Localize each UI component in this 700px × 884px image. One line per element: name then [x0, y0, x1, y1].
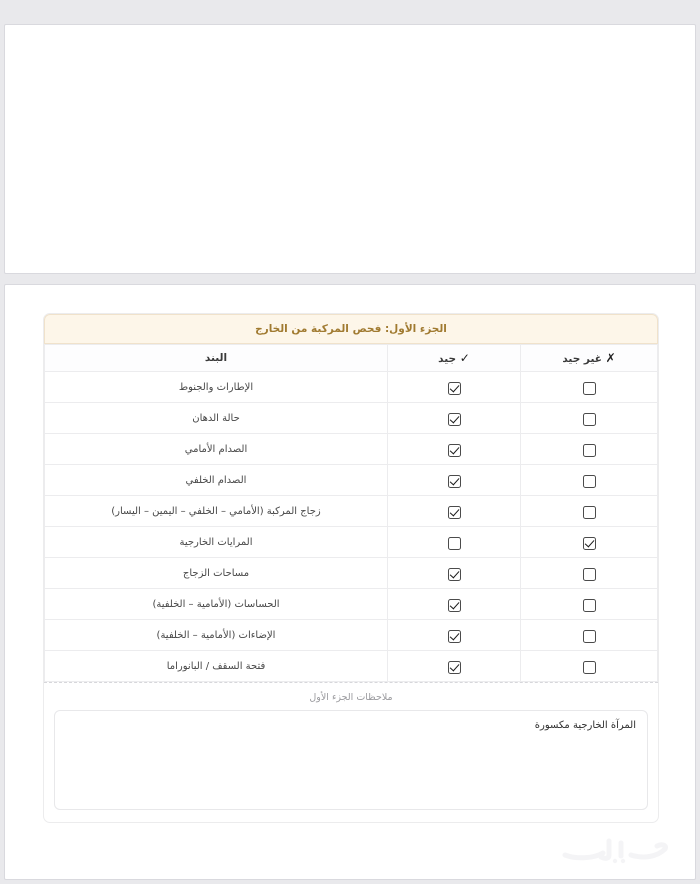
cell-good[interactable]	[388, 620, 521, 651]
table-row	[45, 434, 658, 465]
cell-good[interactable]	[388, 465, 521, 496]
cell-bad[interactable]	[521, 403, 658, 434]
checkbox-good[interactable]	[448, 661, 461, 674]
checkbox-good[interactable]	[448, 475, 461, 488]
cell-bad[interactable]	[521, 496, 658, 527]
cell-item-label: الإضاءات (الأمامية – الخلفية)	[45, 620, 388, 651]
table-row	[45, 496, 658, 527]
column-header-bad-label: غير جيد	[562, 353, 602, 365]
section-banner	[44, 314, 658, 344]
cell-bad[interactable]	[521, 465, 658, 496]
checkbox-bad[interactable]	[583, 630, 596, 643]
checkbox-good[interactable]	[448, 630, 461, 643]
cell-good[interactable]	[388, 589, 521, 620]
column-header-good	[388, 345, 521, 372]
checkbox-bad[interactable]	[583, 599, 596, 612]
checkbox-bad[interactable]	[583, 568, 596, 581]
table-row	[45, 558, 658, 589]
cross-icon: ✗	[605, 351, 616, 365]
cell-good[interactable]	[388, 496, 521, 527]
section-title: الجزء الأول: فحص المركبة من الخارج	[255, 323, 447, 335]
table-row	[45, 372, 658, 403]
table-header-row	[45, 345, 658, 372]
cell-item-label: الصدام الأمامي	[45, 434, 388, 465]
main-panel	[4, 284, 696, 880]
cell-item-label: فتحة السقف / البانوراما	[45, 651, 388, 682]
checkbox-bad[interactable]	[583, 661, 596, 674]
column-header-item: البند	[45, 345, 388, 372]
checkbox-good[interactable]	[448, 568, 461, 581]
cell-bad[interactable]	[521, 620, 658, 651]
table-head	[45, 345, 658, 372]
cell-bad[interactable]	[521, 372, 658, 403]
cell-item-label: المرايات الخارجية	[45, 527, 388, 558]
checkbox-bad[interactable]	[583, 475, 596, 488]
table-body	[45, 372, 658, 682]
cell-item-label: زجاج المركبة (الأمامي – الخلفي – اليمين – اليسار)	[45, 496, 388, 527]
cell-good[interactable]	[388, 651, 521, 682]
table-row	[45, 465, 658, 496]
checkbox-good[interactable]	[448, 413, 461, 426]
inspection-card	[43, 313, 659, 823]
cell-good[interactable]	[388, 403, 521, 434]
checkbox-good[interactable]	[448, 506, 461, 519]
checkbox-bad[interactable]	[583, 537, 596, 550]
check-icon: ✓	[459, 351, 470, 365]
checkbox-bad[interactable]	[583, 382, 596, 395]
notes-value: المرآة الخارجية مكسورة	[534, 720, 636, 731]
checkbox-bad[interactable]	[583, 506, 596, 519]
cell-item-label: الحساسات (الأمامية – الخلفية)	[45, 589, 388, 620]
cell-item-label: الصدام الخلفي	[45, 465, 388, 496]
cell-bad[interactable]	[521, 434, 658, 465]
table-row	[45, 589, 658, 620]
table-row	[45, 403, 658, 434]
table-row	[45, 527, 658, 558]
column-header-bad	[521, 345, 658, 372]
cell-good[interactable]	[388, 527, 521, 558]
checkbox-good[interactable]	[448, 599, 461, 612]
cell-good[interactable]	[388, 372, 521, 403]
checkbox-bad[interactable]	[583, 413, 596, 426]
haraj-watermark-icon	[553, 829, 683, 869]
cell-item-label: مساحات الزجاج	[45, 558, 388, 589]
cell-bad[interactable]	[521, 651, 658, 682]
column-header-good-label: جيد	[438, 353, 457, 365]
cell-bad[interactable]	[521, 558, 658, 589]
notes-section	[44, 683, 658, 822]
top-blank-panel	[4, 24, 696, 274]
cell-item-label: حالة الدهان	[45, 403, 388, 434]
table-row	[45, 620, 658, 651]
checkbox-good[interactable]	[448, 382, 461, 395]
notes-label: ملاحظات الجزء الأول	[309, 692, 393, 703]
notes-input[interactable]	[54, 710, 648, 810]
checkbox-good[interactable]	[448, 537, 461, 550]
checkbox-bad[interactable]	[583, 444, 596, 457]
inspection-table	[44, 344, 658, 682]
cell-good[interactable]	[388, 558, 521, 589]
cell-item-label: الإطارات والجنوط	[45, 372, 388, 403]
cell-bad[interactable]	[521, 589, 658, 620]
cell-good[interactable]	[388, 434, 521, 465]
table-row	[45, 651, 658, 682]
cell-bad[interactable]	[521, 527, 658, 558]
checkbox-good[interactable]	[448, 444, 461, 457]
